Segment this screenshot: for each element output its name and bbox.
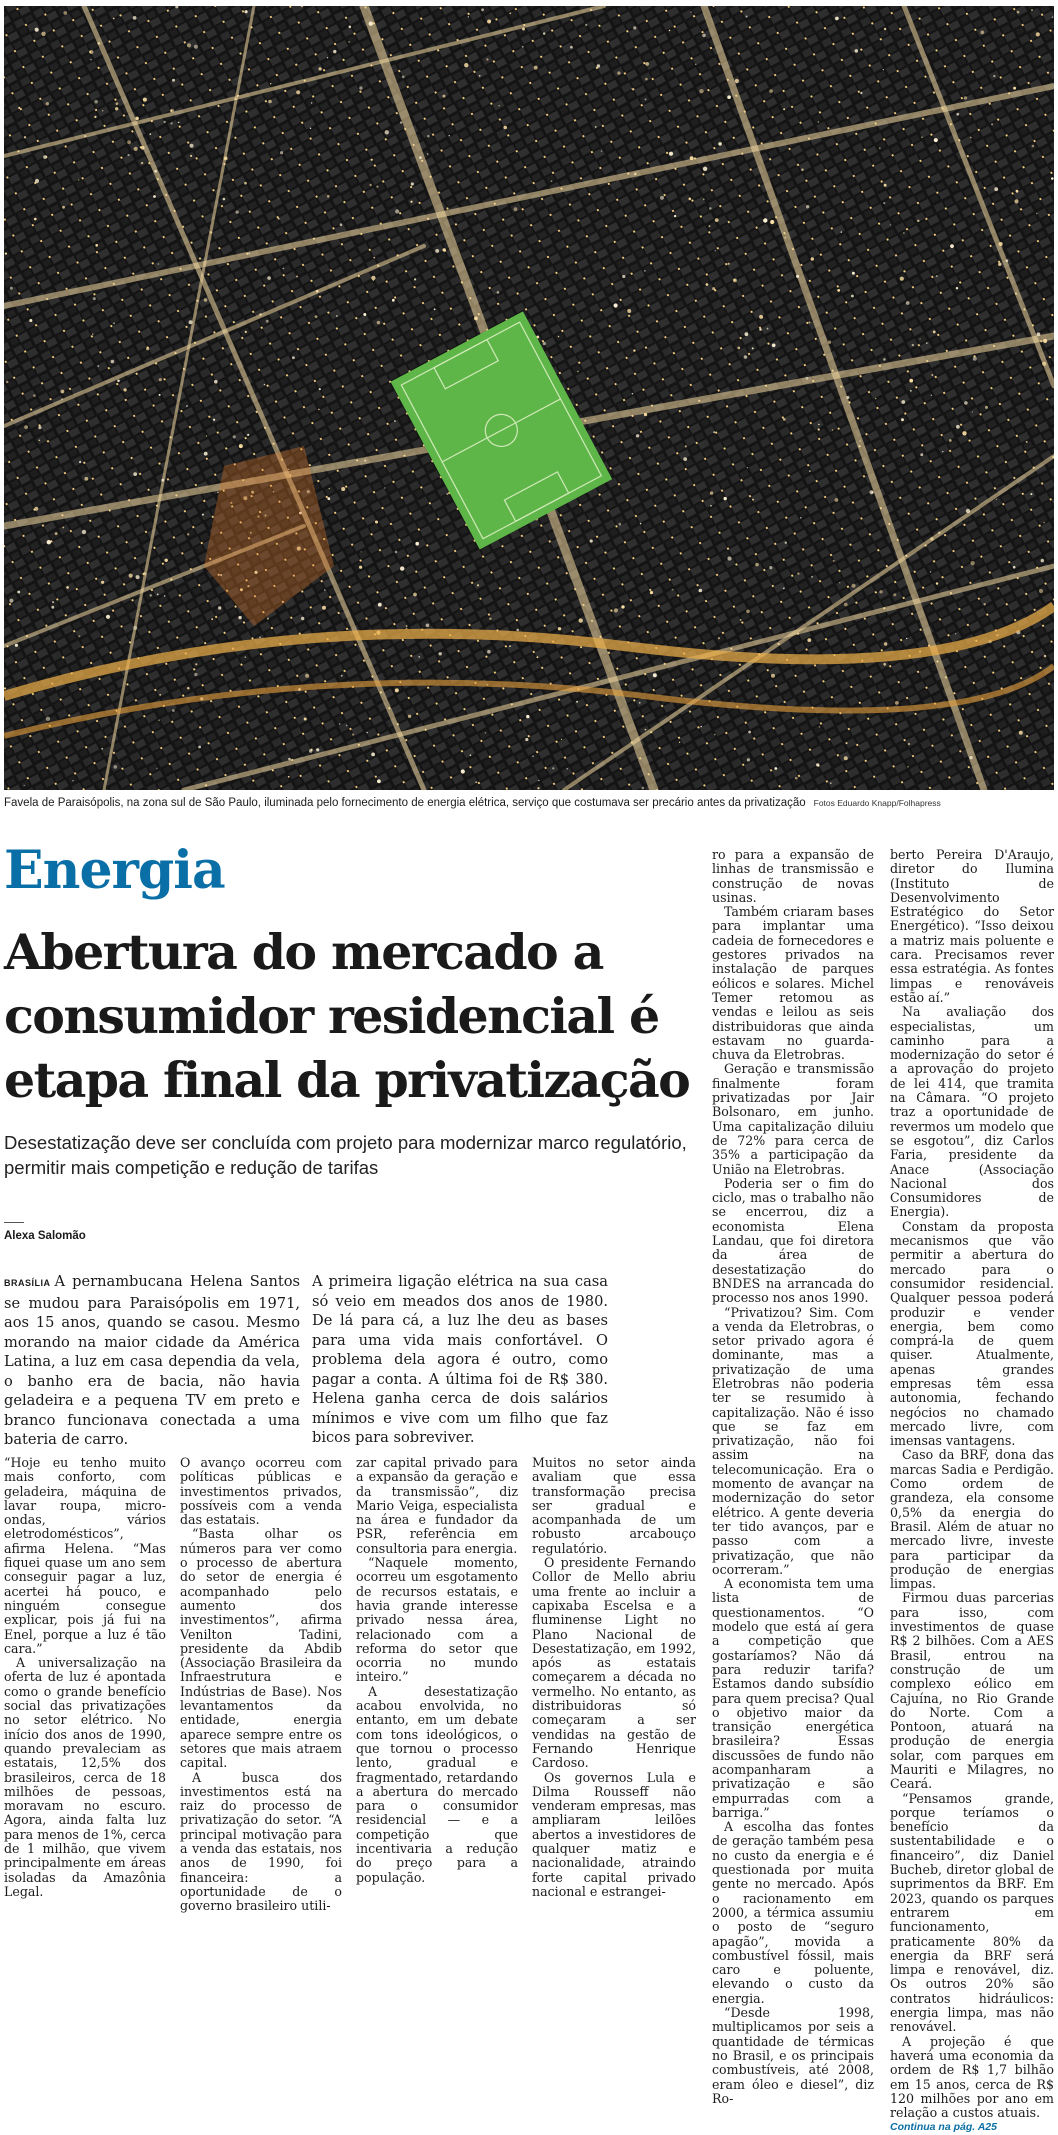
lead-text-1: A pernambucana Helena Santos se mudou para Paraisópolis em 1971, aos 15 anos, quando se casou. Mesmo morando na maior cidade da América Latina, a luz em casa dependia da vela, o banho era de bacia, não havia geladeira e a pequena TV em preto e branco funcionava conectada a uma bateria de carro. [4, 1273, 300, 1448]
body-paragraph: Muitos no setor ainda avaliam que essa transformação precisa ser gradual e acompanhada de um robusto arcabouço regulatório. [532, 1455, 696, 1556]
body-paragraph: A escolha das fontes de geração também pesa no custo da energia e é questionada por muita gente no mercado. Após o racionamento em 2000, a térmica assumiu o posto de “seguro apagão”, movida a combustível fóssil, mais caro e poluente, elevando o custo da energia. [712, 1819, 874, 2006]
body-paragraph: Poderia ser o fim do ciclo, mas o trabalho não se encerrou, diz a economista Elena Landau, que foi diretora da área de desestatização do BNDES na arrancada do processo nos anos 1990. [712, 1175, 874, 1306]
body-paragraph: Também criaram bases para implantar uma cadeia de fornecedores e gestores privados na instalação de parques eólicos e solares. Michel Temer retomou as vendas e leilou as seis distribuidoras que ainda estavam no guarda-chuva da Eletrobras. [712, 904, 874, 1063]
body-paragraph: ro para a expansão de linhas de transmissão e construção de novas usinas. [712, 847, 874, 905]
body-paragraph: “Basta olhar os números para ver como o processo de abertura do setor de energia é acompanhado pelo aumento dos investimentos”, afirma Venilton Tadini, presidente da Abdib (Associação Brasileira da Infraestrutura e Indústrias de Base). Nos levantamentos da entidade, energia aparece sempre entre os setores que mais atraem capital. [180, 1526, 342, 1771]
body-paragraph: Caso da BRF, dona das marcas Sadia e Perdigão. Como ordem de grandeza, ela consome 0,5% da energia do Brasil. Além de atuar no mercado livre, investe para participar da produção de energias limpas. [890, 1447, 1054, 1592]
body-column-1 [4, 1456, 166, 1899]
body-paragraph: A projeção é que haverá uma economia da ordem de R$ 1,7 bilhão em 15 anos, cerca de R$ 120 milhões por ano em relação a custos atuais. [890, 2033, 1054, 2121]
photo-caption [4, 796, 1054, 810]
favela-night-aerial-photo [4, 6, 1054, 790]
body-column-5 [712, 848, 874, 2106]
body-paragraph: Firmou duas parcerias para isso, com investimentos de quase R$ 2 bilhões. Com a AES Brasil, entrou na construção de um complexo eólico em Cajuína, no Rio Grande do Norte. Com a Pontoon, atuará na produção de energia solar, com parques em Mauriti e Milagres, no Ceará. [890, 1590, 1054, 1792]
body-paragraph: “Hoje eu tenho muito mais conforto, com geladeira, máquina de lavar roupa, micro-ondas, vários eletrodomésticos”, afirma Helena. “Mas fiquei quase um ano sem conseguir pagar a luz, acertei há pouco, e ninguém consegue explicar, pois já fui na Enel, porque a luz é tão cara.” [4, 1455, 166, 1656]
byline: Alexa Salomão [4, 1230, 86, 1242]
lead-paragraph-2 [312, 1272, 608, 1448]
headline: Abertura do mercado a consumidor residencial é etapa final da privatização [4, 923, 690, 1109]
body-paragraph: O presidente Fernando Collor de Mello abriu uma frente ao incluir a capixaba Escelsa e a fluminense Light no Plano Nacional de Desestatização, em 1992, após as estatais começarem a década no vermelho. No entanto, as distribuidoras só começaram a ser vendidas na gestão de Fernando Henrique Cardoso. [532, 1555, 696, 1771]
body-paragraph: O avanço ocorreu com políticas públicas e investimentos privados, possíveis com a venda das estatais. [180, 1455, 342, 1528]
body-paragraph: A economista tem uma lista de questionamentos. “O modelo que está aí gera a competição que gostaríamos? Não dá para reduzir tarifa? Estamos dando subsídio para quem precisa? Qual o objetivo maior da transição energética brasileira? Essas discussões de fundo não acompanharam a privatização e são empurradas com a barriga.” [712, 1576, 874, 1820]
deck-subtitle: Desestatização deve ser concluída com projeto para modernizar marco regulatório, permitir mais competição e redução de tarifas [4, 1132, 687, 1178]
body-paragraph: Geração e transmissão finalmente foram privatizadas por Jair Bolsonaro, em junho. Uma capitalização diluiu de 72% para cerca de 35% a participação da União na Eletrobras. [712, 1061, 874, 1177]
body-paragraph: A desestatização acabou envolvida, no entanto, em um debate com tons ideológicos, o que tornou o processo lento, gradual e fragmentado, retardando a abertura do mercado para o consumidor residencial — e a competição que incentivaria a redução do preço para a população. [356, 1683, 518, 1885]
body-paragraph: berto Pereira D'Araujo, diretor do Ilumina (Instituto de Desenvolvimento Estratégico do Setor Energético). “Isso deixou a matriz mais poluente e cara. Precisamos rever essa estratégia. As fontes limpas e renováveis estão aí.” [890, 847, 1054, 1005]
body-paragraph: “Pensamos grande, porque teríamos o benefício da sustentabilidade e o financeiro”, diz Daniel Bucheb, diretor global de suprimentos da BRF. Em 2023, quando os parques entrarem em funcionamento, praticamente 80% da energia da BRF será limpa e renovável, diz. Os outros 20% são contratos hidráulicos: energia limpa, mas não renovável. [890, 1790, 1054, 2035]
body-column-3 [356, 1456, 518, 1885]
body-paragraph: Na avaliação dos especialistas, um caminho para a modernização do setor é a aprovação do projeto de lei 414, que tramita na Câmara. “O projeto traz a oportunidade de revermos um modelo que se esgotou”, diz Carlos Faria, presidente da Anace (Associação Nacional dos Consumidores de Energia). [890, 1004, 1054, 1220]
caption-text: Favela de Paraisópolis, na zona sul de São Paulo, iluminada pelo fornecimento de energia elétrica, serviço que costumava ser precário antes da privatização [4, 797, 806, 809]
byline-rule [4, 1222, 24, 1223]
dateline: BRASÍLIA [4, 1278, 51, 1288]
body-column-4 [532, 1456, 696, 1899]
lead-paragraph-1 [4, 1272, 300, 1450]
body-paragraph: A busca dos investimentos está na raiz do processo de privatização do setor. “A principal motivação para a venda das estatais, nos anos de 1990, foi financeira: a oportunidade de o governo brasileiro utili- [180, 1769, 342, 1914]
body-paragraph: “Desde 1998, multiplicamos por seis a quantidade de térmicas no Brasil, e os principais combustíveis, até 2008, eram óleo e diesel”, diz Ro- [712, 2005, 874, 2106]
photo-credit: Fotos Eduardo Knapp/Folhapress [813, 798, 941, 808]
continued-link[interactable]: Continua na pág. A25 [890, 2121, 997, 2134]
body-column-6 [890, 848, 1054, 2135]
body-column-2 [180, 1456, 342, 1914]
body-paragraph: zar capital privado para a expansão da geração e da transmissão”, diz Mario Veiga, especialista na área e fundador da PSR, referência em consultoria para energia. [356, 1455, 518, 1556]
body-paragraph: “Privatizou? Sim. Com a venda da Eletrobras, o setor privado agora é dominante, mas a privatização de uma Eletrobras não poderia ter se resumido à capitalização. Não é isso que se faz em privatização, não foi assim na telecomunicação. Era o momento de avançar na modernização do setor elétrico. A gente deveria ter tido avanços, par e passo com a privatização, que não ocorreram.” [712, 1304, 874, 1577]
body-paragraph: Os governos Lula e Dilma Rousseff não venderam empresas, mas ampliaram leilões abertos a investidores de qualquer matiz e nacionalidade, atraindo forte capital privado nacional e estrangei- [532, 1769, 696, 1899]
body-paragraph: “Naquele momento, ocorreu um esgotamento de recursos estatais, e havia grande interesse privado nessa área, relacionado com a reforma do setor que ocorria no mundo inteiro.” [356, 1555, 518, 1685]
body-paragraph: A universalização na oferta de luz é apontada como o grande benefício social das privatizações no setor elétrico. No início dos anos de 1990, quando prevaleciam as estatais, 12,5% dos brasileiros, cerca de 18 milhões de pessoas, moravam no escuro. Agora, ainda falta luz para menos de 1%, cerca de 1 milhão, que vivem principalmente em áreas isoladas da Amazônia Legal. [4, 1655, 166, 1899]
body-paragraph: Constam da proposta mecanismos que vão permitir a abertura do mercado para o consumidor residencial. Qualquer pessoa poderá produzir e vender energia, bem como comprá-la de quem quiser. Atualmente, apenas grandes empresas têm essa autonomia, fechando negócios no chamado mercado livre, com imensas vantagens. [890, 1218, 1054, 1449]
section-kicker: Energia [4, 840, 225, 901]
lead-text-2: A primeira ligação elétrica na sua casa só veio em meados dos anos de 1980. De lá para cá, a luz lhe deu as bases para uma vida mais confortável. O problema dela agora é outro, como pagar a conta. A última foi de R$ 380. Helena ganha cerca de dois salários mínimos e vive com um filho que faz bicos para sobreviver. [312, 1273, 608, 1446]
